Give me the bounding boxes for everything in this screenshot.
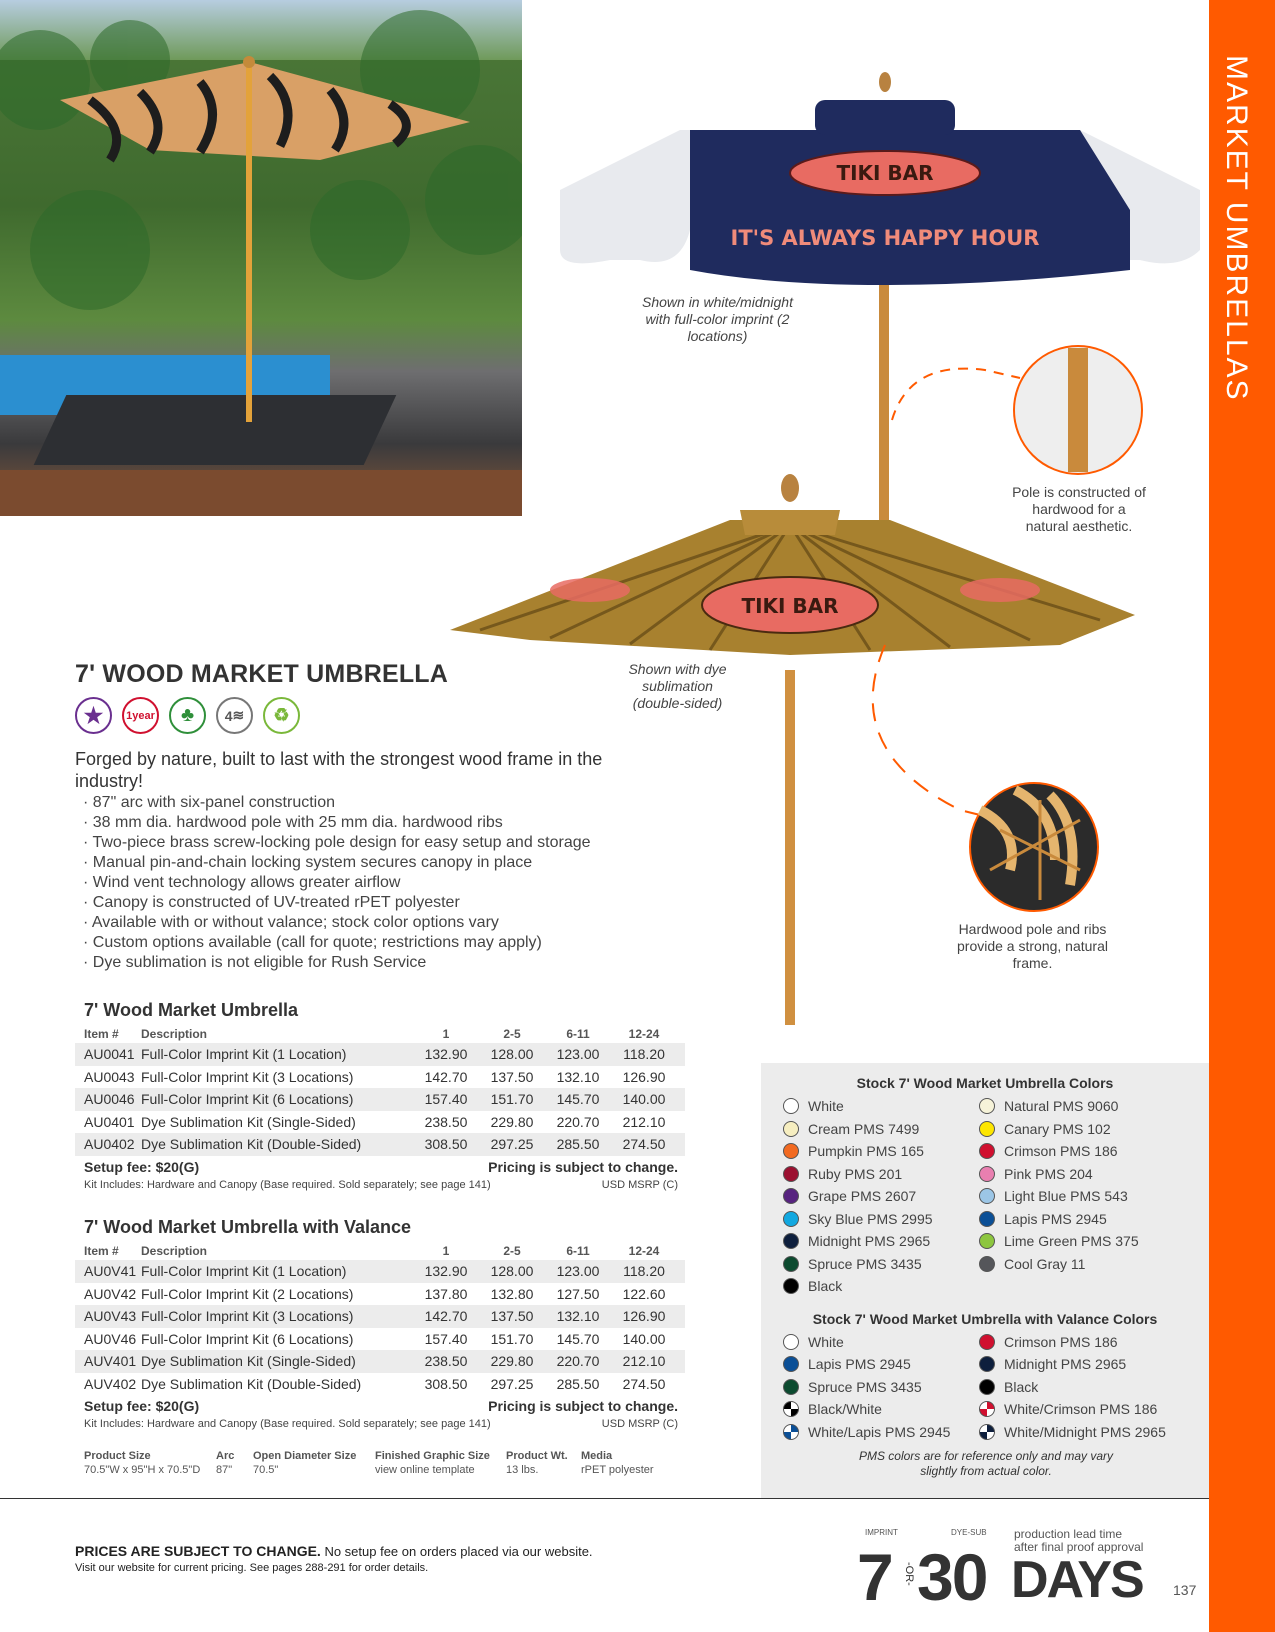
color-swatch-dot bbox=[979, 1379, 995, 1395]
color-swatch-dot bbox=[979, 1188, 995, 1204]
table-row bbox=[75, 1066, 685, 1089]
cell-p4: 274.50 bbox=[622, 1375, 666, 1392]
cell-p4: 118.20 bbox=[623, 1263, 665, 1280]
cell-p2: 151.70 bbox=[490, 1091, 534, 1108]
cell-p2: 297.25 bbox=[490, 1375, 534, 1392]
cell-p4: 118.20 bbox=[623, 1046, 665, 1063]
caption-ribs: Hardwood pole and ribs provide a strong, natural frame. bbox=[957, 921, 1108, 971]
color-swatch-dot bbox=[783, 1166, 799, 1182]
imprint-days: 7 bbox=[857, 1540, 892, 1614]
color-swatch-item bbox=[783, 1331, 979, 1354]
price-table-valance bbox=[75, 1217, 685, 1430]
kit-line bbox=[75, 1418, 685, 1430]
spec-open-diameter: Open Diameter Size 70.5" bbox=[253, 1450, 357, 1476]
color-swatch-item bbox=[979, 1253, 1175, 1276]
cell-p1: 142.70 bbox=[424, 1068, 468, 1085]
product-tagline: Forged by nature, built to last with the strongest wood frame in the industry! bbox=[75, 749, 603, 791]
feature-item: · Available with or without valance; stock color options vary bbox=[83, 913, 591, 933]
header-qty-12-24: 12-24 bbox=[628, 1243, 660, 1258]
color-swatch-dot bbox=[783, 1121, 799, 1137]
color-name: White/Crimson PMS 186 bbox=[1004, 1401, 1158, 1418]
color-swatch-dot bbox=[783, 1401, 799, 1417]
feature-item: · Custom options available (call for quote; restrictions may apply) bbox=[83, 933, 591, 953]
pricing-note: Pricing is subject to change. bbox=[488, 1158, 678, 1175]
table-row bbox=[75, 1260, 685, 1283]
color-swatch-dot bbox=[783, 1334, 799, 1350]
cell-p3: 145.70 bbox=[556, 1330, 600, 1347]
section-tab-label: MARKET UMBRELLAS bbox=[1220, 55, 1253, 402]
one-year-warranty-icon bbox=[122, 697, 159, 734]
color-swatch-item bbox=[979, 1398, 1175, 1421]
table-row bbox=[75, 1133, 685, 1156]
color-swatch-item bbox=[783, 1208, 979, 1231]
footer-rest: No setup fee on orders placed via our website. bbox=[320, 1544, 593, 1559]
color-name: Natural PMS 9060 bbox=[1004, 1098, 1119, 1115]
cell-p1: 142.70 bbox=[424, 1308, 468, 1325]
color-swatch-item bbox=[979, 1163, 1175, 1186]
recycle-leaf-icon: ♻ bbox=[263, 697, 300, 734]
color-swatch-item bbox=[783, 1376, 979, 1399]
price-table-standard bbox=[75, 1000, 685, 1191]
lead-line1: production lead time bbox=[1014, 1527, 1123, 1541]
color-swatch-item bbox=[979, 1185, 1175, 1208]
cell-p3: 285.50 bbox=[556, 1136, 600, 1153]
color-name: Sky Blue PMS 2995 bbox=[808, 1210, 933, 1227]
color-name: Midnight PMS 2965 bbox=[808, 1233, 931, 1250]
stock-colors-title: Stock 7' Wood Market Umbrella Colors bbox=[856, 1075, 1114, 1091]
currency-note: USD MSRP (C) bbox=[601, 1178, 678, 1191]
feature-item: · Two-piece brass screw-locking pole design for easy setup and storage bbox=[83, 833, 591, 853]
product-title: 7' WOOD MARKET UMBRELLA bbox=[75, 660, 449, 688]
cell-p1: 132.90 bbox=[424, 1263, 468, 1280]
color-swatch-item bbox=[979, 1421, 1175, 1444]
color-name: Cool Gray 11 bbox=[1004, 1255, 1086, 1272]
cell-p1: 132.90 bbox=[424, 1046, 468, 1063]
table-row bbox=[75, 1111, 685, 1134]
color-name: Grape PMS 2607 bbox=[808, 1188, 917, 1205]
cell-p4: 274.50 bbox=[622, 1136, 666, 1153]
cell-item: AU0V46 bbox=[84, 1330, 137, 1347]
cell-desc: Full-Color Imprint Kit (3 Locations) bbox=[141, 1068, 354, 1085]
color-swatch-dot bbox=[783, 1143, 799, 1159]
table-body bbox=[75, 1043, 685, 1156]
cell-item: AU0V41 bbox=[84, 1263, 137, 1280]
cell-p3: 132.10 bbox=[556, 1068, 600, 1085]
table-row bbox=[75, 1350, 685, 1373]
header-qty-1: 1 bbox=[442, 1026, 450, 1041]
color-swatch-item bbox=[783, 1275, 979, 1298]
table-row bbox=[75, 1043, 685, 1066]
cell-p1: 157.40 bbox=[424, 1330, 468, 1347]
color-swatch-item bbox=[979, 1331, 1175, 1354]
cell-p3: 145.70 bbox=[556, 1091, 600, 1108]
cell-item: AU0V43 bbox=[84, 1308, 137, 1325]
stock-colors-grid bbox=[761, 1095, 1209, 1298]
color-name: Canary PMS 102 bbox=[1004, 1120, 1111, 1137]
cell-desc: Dye Sublimation Kit (Double-Sided) bbox=[141, 1375, 362, 1392]
color-name: Lapis PMS 2945 bbox=[808, 1356, 911, 1373]
color-swatch-item bbox=[783, 1253, 979, 1276]
cell-item: AU0402 bbox=[84, 1136, 135, 1153]
color-swatch-dot bbox=[783, 1356, 799, 1372]
wind-rating-text: 4 bbox=[224, 707, 233, 724]
section-tab bbox=[1209, 0, 1275, 1632]
color-swatch-dot bbox=[979, 1334, 995, 1350]
color-swatch-item bbox=[979, 1208, 1175, 1231]
bottom-logo-text: TIKI BAR bbox=[741, 594, 839, 618]
cell-item: AU0046 bbox=[84, 1091, 135, 1108]
spec-graphic-size: Finished Graphic Size view online template bbox=[375, 1450, 490, 1476]
footer-line2: Visit our website for current pricing. See pages 288-291 for order details. bbox=[75, 1562, 429, 1574]
table-header bbox=[75, 1024, 685, 1043]
cell-desc: Full-Color Imprint Kit (3 Locations) bbox=[141, 1308, 354, 1325]
color-swatch-item bbox=[783, 1421, 979, 1444]
header-qty-12-24: 12-24 bbox=[628, 1026, 660, 1041]
kit-line bbox=[75, 1179, 685, 1191]
top-logo-text: TIKI BAR bbox=[836, 161, 934, 185]
feature-item: · Wind vent technology allows greater airflow bbox=[83, 873, 591, 893]
table-row bbox=[75, 1283, 685, 1306]
cell-item: AU0043 bbox=[84, 1068, 135, 1085]
color-name: Cream PMS 7499 bbox=[808, 1120, 920, 1137]
color-swatch-item bbox=[783, 1095, 979, 1118]
color-swatch-item bbox=[979, 1095, 1175, 1118]
pms-disclaimer: PMS colors are for reference only and may vary slightly from actual color. bbox=[858, 1449, 1114, 1478]
table-footer bbox=[75, 1156, 685, 1179]
table-footer bbox=[75, 1395, 685, 1418]
color-swatch-item bbox=[783, 1140, 979, 1163]
color-options-panel bbox=[761, 1063, 1209, 1498]
feature-item: · 87" arc with six-panel construction bbox=[83, 793, 591, 813]
header-qty-6-11: 6-11 bbox=[566, 1243, 590, 1258]
color-swatch-item bbox=[783, 1163, 979, 1186]
cell-p2: 137.50 bbox=[490, 1308, 534, 1325]
color-swatch-dot bbox=[979, 1401, 995, 1417]
cell-p3: 123.00 bbox=[556, 1263, 600, 1280]
imprint-label: IMPRINT bbox=[865, 1528, 898, 1537]
cell-p3: 123.00 bbox=[556, 1046, 600, 1063]
color-name: Spruce PMS 3435 bbox=[808, 1378, 922, 1395]
color-swatch-item bbox=[783, 1185, 979, 1208]
color-name: Black bbox=[1004, 1378, 1039, 1395]
cell-p4: 212.10 bbox=[622, 1113, 666, 1130]
color-name: Ruby PMS 201 bbox=[808, 1165, 903, 1182]
kit-includes: Kit Includes: Hardware and Canopy (Base required. Sold separately; see page 141) bbox=[84, 1418, 491, 1430]
tree-icon: ♣ bbox=[169, 697, 206, 734]
cell-desc: Full-Color Imprint Kit (6 Locations) bbox=[141, 1330, 354, 1347]
feature-item: · Dye sublimation is not eligible for Rush Service bbox=[83, 953, 591, 973]
page-number: 137 bbox=[1173, 1582, 1197, 1598]
spec-product-size: Product Size 70.5"W x 95"H x 70.5"D bbox=[84, 1450, 201, 1476]
feature-list bbox=[83, 793, 591, 973]
cell-desc: Dye Sublimation Kit (Double-Sided) bbox=[141, 1136, 362, 1153]
cell-desc: Dye Sublimation Kit (Single-Sided) bbox=[141, 1353, 356, 1370]
header-description: Description bbox=[141, 1243, 208, 1258]
badge-row bbox=[75, 697, 300, 734]
color-swatch-dot bbox=[979, 1356, 995, 1372]
cell-p3: 127.50 bbox=[556, 1285, 600, 1302]
cell-item: AUV402 bbox=[84, 1375, 137, 1392]
cell-p2: 128.00 bbox=[490, 1263, 534, 1280]
color-name: Black/White bbox=[808, 1401, 882, 1418]
valance-colors-title: Stock 7' Wood Market Umbrella with Valance Colors bbox=[812, 1310, 1158, 1327]
pricing-note: Pricing is subject to change. bbox=[488, 1398, 678, 1414]
color-name: White bbox=[808, 1098, 844, 1115]
color-swatch-dot bbox=[783, 1098, 799, 1114]
caption-pole: Pole is constructed of hardwood for a natural aesthetic. bbox=[1012, 484, 1146, 534]
color-name: Midnight PMS 2965 bbox=[1004, 1356, 1127, 1373]
spec-weight: Product Wt. 13 lbs. bbox=[506, 1450, 568, 1476]
color-swatch-dot bbox=[783, 1256, 799, 1272]
color-swatch-item bbox=[783, 1230, 979, 1253]
color-name: White bbox=[808, 1333, 844, 1350]
header-qty-1: 1 bbox=[442, 1243, 450, 1258]
one-year-badge-text: 1year bbox=[126, 709, 155, 722]
cell-p2: 229.80 bbox=[490, 1353, 534, 1370]
color-swatch-dot bbox=[783, 1379, 799, 1395]
setup-fee: Setup fee: $20(G) bbox=[84, 1158, 200, 1175]
or-label: -OR- bbox=[903, 1562, 915, 1586]
color-name: Light Blue PMS 543 bbox=[1004, 1188, 1128, 1205]
valance-colors-grid bbox=[761, 1331, 1209, 1444]
table-row bbox=[75, 1088, 685, 1111]
cell-desc: Full-Color Imprint Kit (1 Location) bbox=[141, 1263, 347, 1280]
header-qty-6-11: 6-11 bbox=[566, 1026, 590, 1041]
cell-item: AUV401 bbox=[84, 1353, 137, 1370]
color-swatch-item bbox=[979, 1376, 1175, 1399]
feature-item: · 38 mm dia. hardwood pole with 25 mm dia. hardwood ribs bbox=[83, 813, 591, 833]
caption-white-midnight: Shown in white/midnight with full-color imprint (2 locations) bbox=[642, 294, 793, 344]
footer-divider bbox=[0, 1498, 1209, 1499]
header-qty-2-5: 2-5 bbox=[503, 1026, 521, 1041]
color-swatch-dot bbox=[979, 1424, 995, 1440]
dyesub-label: DYE-SUB bbox=[951, 1528, 987, 1537]
cell-p3: 220.70 bbox=[556, 1113, 600, 1130]
cell-p2: 297.25 bbox=[490, 1136, 534, 1153]
color-name: Crimson PMS 186 bbox=[1004, 1333, 1118, 1350]
top-slogan-text: IT'S ALWAYS HAPPY HOUR bbox=[730, 226, 1040, 250]
cell-item: AU0401 bbox=[84, 1113, 135, 1130]
footer-bold: PRICES ARE SUBJECT TO CHANGE. bbox=[75, 1543, 321, 1559]
color-swatch-dot bbox=[783, 1278, 799, 1294]
cell-p1: 308.50 bbox=[424, 1136, 468, 1153]
cell-desc: Full-Color Imprint Kit (2 Locations) bbox=[141, 1285, 354, 1302]
color-swatch-item bbox=[783, 1118, 979, 1141]
cell-p3: 132.10 bbox=[556, 1308, 600, 1325]
dyesub-days: 30 bbox=[917, 1540, 987, 1614]
table-row bbox=[75, 1328, 685, 1351]
currency-note: USD MSRP (C) bbox=[601, 1418, 678, 1430]
cell-p4: 140.00 bbox=[622, 1330, 666, 1347]
footer-notice bbox=[75, 1543, 593, 1576]
table-header bbox=[75, 1241, 685, 1260]
color-swatch-dot bbox=[783, 1188, 799, 1204]
color-name: Lapis PMS 2945 bbox=[1004, 1210, 1107, 1227]
color-name: White/Lapis PMS 2945 bbox=[808, 1423, 951, 1440]
cell-p3: 285.50 bbox=[556, 1375, 600, 1392]
color-swatch-item bbox=[979, 1118, 1175, 1141]
cell-p2: 128.00 bbox=[490, 1046, 534, 1063]
cell-p2: 137.50 bbox=[490, 1068, 534, 1085]
cell-item: AU0041 bbox=[84, 1046, 135, 1063]
color-name: White/Midnight PMS 2965 bbox=[1004, 1423, 1166, 1440]
color-name: Crimson PMS 186 bbox=[1004, 1143, 1118, 1160]
caption-dye-sub: Shown with dye sublimation (double-sided) bbox=[628, 661, 727, 711]
color-swatch-item bbox=[979, 1140, 1175, 1163]
color-name: Pink PMS 204 bbox=[1004, 1165, 1093, 1182]
table-row bbox=[75, 1373, 685, 1396]
header-qty-2-5: 2-5 bbox=[503, 1243, 521, 1258]
color-swatch-item bbox=[783, 1398, 979, 1421]
cell-p2: 229.80 bbox=[490, 1113, 534, 1130]
cell-p1: 308.50 bbox=[424, 1375, 468, 1392]
cell-p1: 157.40 bbox=[424, 1091, 468, 1108]
header-description: Description bbox=[141, 1026, 208, 1041]
cell-p4: 126.90 bbox=[622, 1308, 666, 1325]
cell-p4: 122.60 bbox=[622, 1285, 666, 1302]
lead-line2: after final proof approval bbox=[1014, 1540, 1144, 1554]
cell-desc: Full-Color Imprint Kit (1 Location) bbox=[141, 1046, 347, 1063]
color-swatch-dot bbox=[783, 1211, 799, 1227]
feature-item: · Manual pin-and-chain locking system secures canopy in place bbox=[83, 853, 591, 873]
color-name: Black bbox=[808, 1278, 843, 1295]
product-specs bbox=[84, 1450, 661, 1476]
cell-p4: 140.00 bbox=[622, 1091, 666, 1108]
cell-p3: 220.70 bbox=[556, 1353, 600, 1370]
header-item: Item # bbox=[84, 1026, 119, 1041]
cell-desc: Dye Sublimation Kit (Single-Sided) bbox=[141, 1113, 356, 1130]
color-swatch-item bbox=[979, 1230, 1175, 1253]
color-swatch-dot bbox=[979, 1166, 995, 1182]
color-swatch-dot bbox=[979, 1098, 995, 1114]
header-item: Item # bbox=[84, 1243, 119, 1258]
cell-p4: 126.90 bbox=[622, 1068, 666, 1085]
spec-arc: Arc 87" bbox=[216, 1450, 235, 1476]
feature-item: · Canopy is constructed of UV-treated rPET polyester bbox=[83, 893, 591, 913]
color-swatch-dot bbox=[979, 1121, 995, 1137]
days-label: DAYS bbox=[1011, 1551, 1143, 1609]
color-swatch-dot bbox=[979, 1256, 995, 1272]
wind-rating-icon: 4 ≋ bbox=[216, 697, 253, 734]
cell-item: AU0V42 bbox=[84, 1285, 137, 1302]
color-swatch-dot bbox=[783, 1424, 799, 1440]
table-title: 7' Wood Market Umbrella with Valance bbox=[84, 1217, 412, 1237]
cell-p1: 137.80 bbox=[424, 1285, 468, 1302]
cell-p2: 132.80 bbox=[490, 1285, 534, 1302]
color-swatch-item bbox=[783, 1353, 979, 1376]
color-swatch-dot bbox=[979, 1211, 995, 1227]
lead-time-block bbox=[855, 1528, 1195, 1618]
top-umbrella-canopy bbox=[560, 72, 1200, 285]
color-name: Pumpkin PMS 165 bbox=[808, 1143, 924, 1160]
table-body bbox=[75, 1260, 685, 1395]
color-swatch-dot bbox=[783, 1233, 799, 1249]
cell-p4: 212.10 bbox=[622, 1353, 666, 1370]
color-swatch-dot bbox=[979, 1233, 995, 1249]
bottom-umbrella-pole bbox=[785, 670, 795, 1025]
color-name: Spruce PMS 3435 bbox=[808, 1255, 922, 1272]
cell-p2: 151.70 bbox=[490, 1330, 534, 1347]
cell-desc: Full-Color Imprint Kit (6 Locations) bbox=[141, 1091, 354, 1108]
color-name: Lime Green PMS 375 bbox=[1004, 1233, 1139, 1250]
table-title: 7' Wood Market Umbrella bbox=[84, 1000, 298, 1020]
table-row bbox=[75, 1305, 685, 1328]
star-icon: ★ bbox=[75, 697, 112, 734]
spec-media: Media rPET polyester bbox=[581, 1450, 654, 1476]
kit-includes: Kit Includes: Hardware and Canopy (Base required. Sold separately; see page 141) bbox=[84, 1178, 491, 1191]
color-swatch-dot bbox=[979, 1143, 995, 1159]
setup-fee: Setup fee: $20(G) bbox=[84, 1398, 200, 1414]
cell-p1: 238.50 bbox=[424, 1353, 468, 1370]
color-swatch-item bbox=[979, 1353, 1175, 1376]
cell-p1: 238.50 bbox=[424, 1113, 468, 1130]
